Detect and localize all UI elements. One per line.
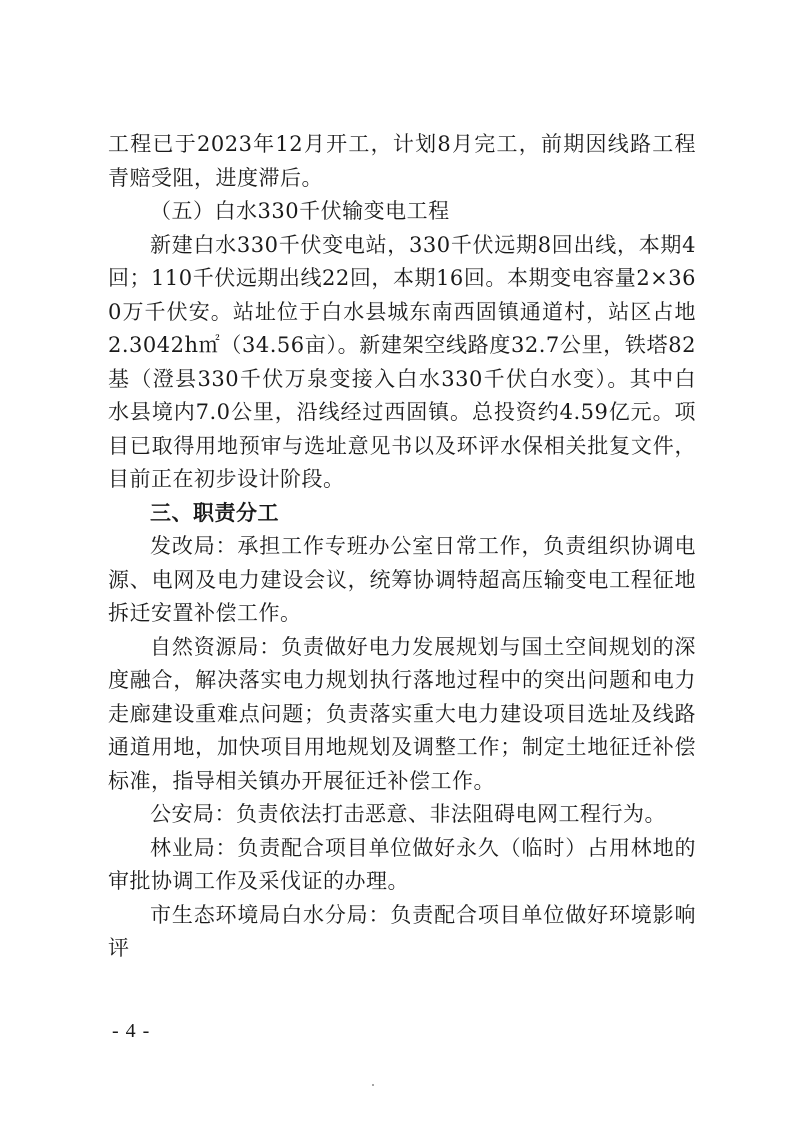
dept-name-environment: 市生态环境局白水分局： — [150, 902, 391, 927]
dept-name-development: 发改局： — [150, 534, 238, 558]
dept-name-natural-resources: 自然资源局： — [150, 634, 282, 659]
paragraph-dept-police — [108, 798, 696, 832]
dept-text-forestry: 负责配合项目单位做好永久（临时）占用林地的审批协调工作及采伐证的办理。 — [108, 835, 697, 893]
paragraph-dept-environment — [108, 899, 696, 966]
dept-text-development: 承担工作专班办公室日常工作，负责组织协调电源、电网及电力建设会议，统筹协调特超高压输变电工程征地拆迁安置补偿工作。 — [108, 534, 697, 625]
dept-name-police: 公安局： — [150, 802, 236, 826]
paragraph-dept-natural-resources — [108, 631, 696, 799]
scan-speck — [372, 1084, 374, 1086]
paragraph-project-progress: 工程已于2023年12月开工，计划8月完工，前期因线路工程青赔受阻，进度滞后。 — [108, 132, 696, 190]
section-heading-responsibilities: 三、职责分工 — [150, 500, 279, 525]
document-body — [108, 128, 696, 966]
paragraph-dept-forestry — [108, 832, 696, 899]
paragraph-dept-development — [108, 530, 696, 631]
dept-text-natural-resources: 负责做好电力发展规划与国土空间规划的深度融合，解决落实电力规划执行落地过程中的突出问题和电力走廊建设重难点问题；负责落实重大电力建设项目选址及线路通道用地，加快项目用地规划及调整工作；制定土地征迁补偿标准，指导相关镇办开展征迁补偿工作。 — [108, 634, 696, 793]
paragraph-baishui-details: 新建白水330千伏变电站，330千伏远期8回出线，本期4回；110千伏远期出线22回，本期16回。本期变电容量2×360万千伏安。站址位于白水县城东南西固镇通道村，站区占地2.3042h㎡（34.56亩）。新建架空线路度32.7公里，铁塔82基（澄县330千伏万泉变接入白水330千伏白水变）。其中白水县境内7.0公里，沿线经过西固镇。总投资约4.59亿元。项目已取得用地预审与选址意见书以及环评水保相关批复文件，目前正在初步设计阶段。 — [108, 232, 696, 491]
page-number: - 4 - — [112, 1020, 151, 1042]
subheading-baishui-project: （五）白水330千伏输变电工程 — [150, 199, 450, 223]
dept-text-police: 负责依法打击恶意、非法阻碍电网工程行为。 — [236, 802, 666, 826]
dept-name-forestry: 林业局： — [150, 835, 238, 860]
dept-text-environment: 负责配合项目单位做好环境影响评 — [108, 902, 697, 960]
